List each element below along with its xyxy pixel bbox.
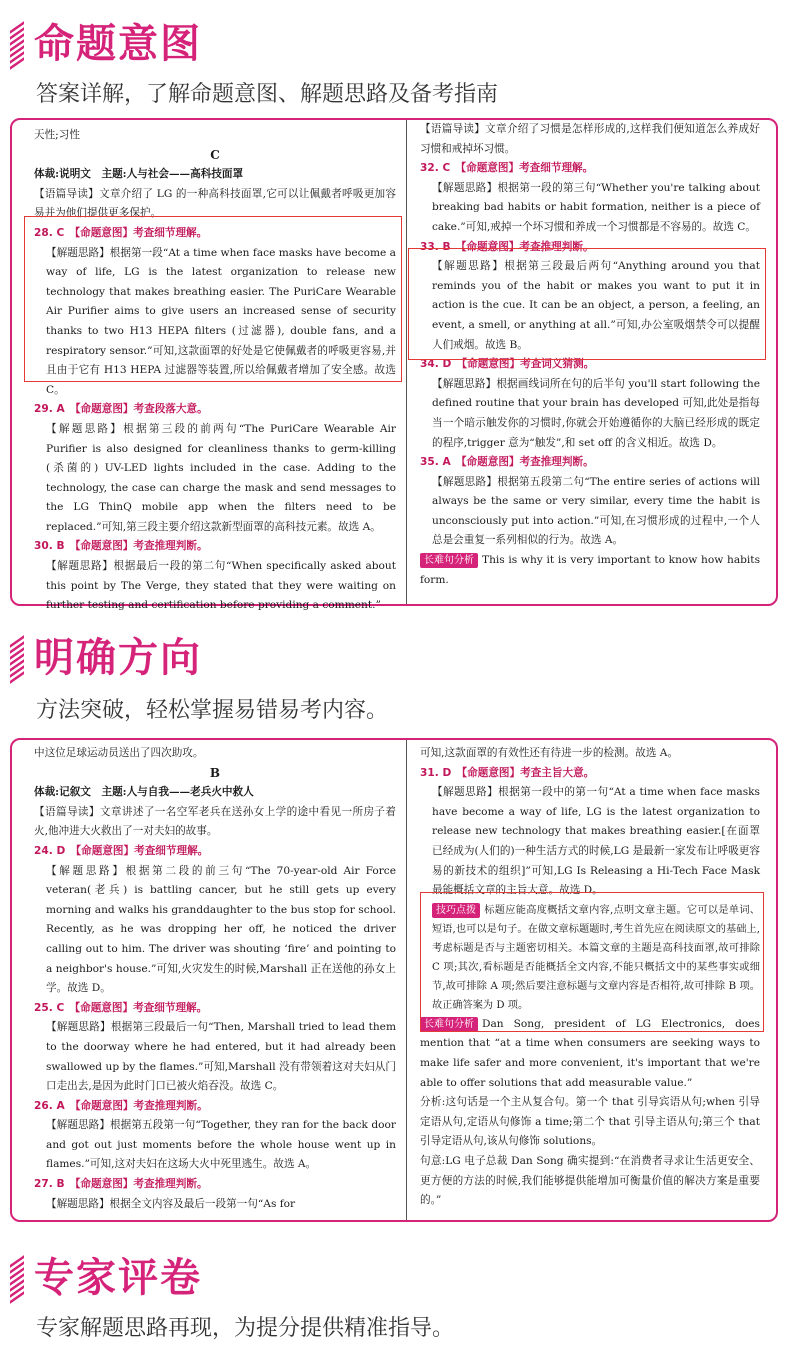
section-title: 专家评卷 [34,1255,202,1301]
question-32-header: 32. C 【命题意图】考查细节理解。 [420,162,594,175]
section-header-1 [0,14,790,114]
question-30-analysis: 【解题思路】根据最后一段的第二句“When specifically asked about this point by The Verge, they stated that they were waiting on further testing and certification before providing a comment.” [46,560,396,612]
highlight-box-28 [24,216,402,382]
section-header-2 [0,628,790,728]
genre-line: 体裁:说明文 主题:人与社会——高科技面罩 [34,168,244,181]
column-divider [406,120,407,604]
question-24-header: 24. D 【命题意图】考查细节理解。 [34,844,209,857]
highlight-box-33 [408,248,766,360]
stripe-decoration [10,640,24,682]
question-34-header: 34. D 【命题意图】考查词义猜测。 [420,358,595,371]
stripe-decoration [10,26,24,68]
question-35-header: 35. A 【命题意图】考查推理判断。 [420,456,594,469]
question-29-analysis: 【解题思路】根据第三段的前两句“The PuriCare Wearable Air Purifier is also designed for cleanliness thanks to germ-killing (杀菌的) UV-LED lights included in the case. Adding to the technology, the case can charge the mask and send messages to the LG ThinQ mobile app when the filters need to be replaced.”可知,第三段主要介绍这款新型面罩的高科技元素。故选 A。 [46,422,396,533]
tip-text: 标题应能高度概括文章内容,点明文章主题。它可以是单词、短语,也可以是句子。在做文章标题题时,考生首先应在阅读原文的基础上,考虑标题是否与主题密切相关。本篇文章的主题是高科技面罩,故可排除 C 项;其次,看标题是否能概括全文内容,不能只概括文中的某些事实或细节,故可排除 A 项;然后要注意标题与文章内容是否相符,故可排除 B 项。故正确答案为 D 项。 [432,904,760,1011]
column-divider [406,740,407,1220]
question-35-analysis: 【解题思路】根据第五段第二句“The entire series of actions will always be the same or very similar, every time the habit is unconsciously put into action.”可知,在习惯形成的过程中,一个人总是会重复一系列相似的行为。故选 A。 [432,475,760,547]
long-sentence-badge: 长难句分析 [420,553,478,568]
passage-guide: 【语篇导读】文章讲述了一名空军老兵在送孙女上学的途中看见一所房子着火,他冲进大火救出了一对夫妇的故事。 [34,805,396,838]
text-line: 可知,这款面罩的有效性还有待进一步的检测。故选 A。 [420,747,679,759]
sentence-analysis: 分析:这句话是一个主从复合句。第一个 that 引导宾语从句;when 引导定语从句,定语从句修饰 a time;第二个 that 引导主语从句;第三个 that 引导定语从句,该从句修饰 solutions。 [420,1096,760,1148]
question-33-analysis: 【解题思路】根据第三段最后两句“Anything around you that reminds you of the habit or makes you want to put it in action is the cue. It can be an object, a person, a feeling, an event, a smell, or anything at all.”可知,办公室吸烟禁令可以提醒人们戒烟。故选 B。 [432,260,760,351]
question-32-analysis: 【解题思路】根据第一段的第三句“Whether you're talking about breaking bad habits or habit formation, neither is a piece of cake.”可知,戒掉一个坏习惯和养成一个习惯都是不容易的。故选 C。 [432,181,760,233]
text-line: 天性;习性 [34,129,80,141]
question-26-header: 26. A 【命题意图】考查推理判断。 [34,1099,208,1112]
question-30-header: 30. B 【命题意图】考查推理判断。 [34,540,208,553]
question-25-analysis: 【解题思路】根据第三段最后一句“Then, Marshall tried to lead them to the doorway where he had entered, but it had already been swallowed up by the flames.”可知,Marshall 没有带领着这对夫妇从门口走出去,是因为此时门口已被火焰吞没。故选 C。 [46,1021,396,1093]
question-34-analysis: 【解题思路】根据画线词所在句的后半句 you'll start following the defined routine that your brain has developed 可知,此处是指每当一个暗示触发你的习惯时,你就会开始遵循你的大脑已经形成的既定的程序,trigger 意为“触发”,和 set off 的含义相近。故选 D。 [432,377,760,449]
highlight-box-tip [420,892,764,1032]
question-31-header: 31. D 【命题意图】考查主旨大意。 [420,766,595,779]
question-26-analysis: 【解题思路】根据第五段第一句“Together, they ran for the back door and got out just moments before the whole house went up in flames.”可知,这对夫妇在这场大火中死里逃生。故选 A。 [46,1119,396,1171]
genre-line: 体裁:记叙文 主题:人与自我——老兵火中救人 [34,786,254,799]
sentence-meaning: 句意:LG 电子总裁 Dan Song 确实提到:“在消费者寻求让生活更安全、更方便的方法的时候,我们能够提供能增加可衡量价值的解决方案是重要的。” [420,1154,760,1207]
section-subtitle: 方法突破，轻松掌握易错易考内容。 [36,698,389,723]
panel-right-column [420,120,760,604]
section-subtitle: 专家解题思路再现，为提分提供精准指导。 [36,1316,455,1341]
question-31-analysis: 【解题思路】根据第一段中的第一句“At a time when face masks have become a way of life, LG is the latest organization to release new technology that makes breathing easier.[在面罩已经成为(人们的)一种生活方式的时候,LG 是最新一家发布让呼吸更容易的新技术的组织]”可知,LG Is Releasing a Hi-Tech Face Mask 最能概括文章的主旨大意。故选 D。 [432,786,760,897]
tip-badge: 技巧点拨 [432,903,480,918]
answer-panel-1 [10,118,778,612]
panel-left-column [34,740,396,1220]
question-28-analysis: 【解题思路】根据第一段“At a time when face masks have become a way of life, LG is the latest organization to release new technology that makes breathing easier. The PuriCare Wearable Air Purifier aims to give users an increased sense of security thanks to two H13 HEPA filters (过滤器), double fans, and a respiratory sensor.”可知,这款面罩的好处是它使佩戴者的呼吸更容易,并且由于它有 H13 HEPA 过滤器等装置,所以给佩戴者增加了安全感。故选 C。 [46,246,396,396]
section-header-3 [0,1248,790,1348]
question-33-header: 33. B 【命题意图】考查推理判断。 [420,240,594,253]
answer-panel-2 [10,738,778,1222]
passage-letter: C [210,147,220,162]
passage-guide: 【语篇导读】文章介绍了 LG 的一种高科技面罩,它可以让佩戴者呼吸更加容易并为他们提供更多保护。 [34,187,396,220]
stripe-decoration [10,1260,24,1302]
long-sentence-text: Dan Song, president of LG Electronics, does mention that “at a time when consumers are seeking ways to make life safer and more convenient, it's important that we're able to offer solutions that add measurable value.” [420,1017,760,1089]
question-28-header: 28. C 【命题意图】考查细节理解。 [34,226,208,239]
long-sentence-text: This is why it is very important to know how habits form. [420,554,760,586]
passage-guide: 【语篇导读】文章介绍了习惯是怎样形成的,这样我们便知道怎么养成好习惯和戒掉坏习惯。 [420,123,760,155]
long-sentence-badge: 长难句分析 [420,1017,478,1032]
section-title: 明确方向 [34,635,202,681]
question-27-header: 27. B 【命题意图】考查推理判断。 [34,1178,208,1191]
section-title: 命题意图 [34,21,202,67]
text-line: 中这位足球运动员送出了四次助攻。 [34,747,204,759]
question-27-analysis: 【解题思路】根据全文内容及最后一段第一句“As for [46,1197,296,1210]
passage-letter: B [209,765,221,780]
question-25-header: 25. C 【命题意图】考查细节理解。 [34,1001,208,1014]
question-29-header: 29. A 【命题意图】考查段落大意。 [34,403,208,416]
section-subtitle: 答案详解，了解命题意图、解题思路及备考指南 [36,82,499,107]
question-24-analysis: 【解题思路】根据第二段的前三句“The 70-year-old Air Force veteran(老兵) is battling cancer, but he still gets up every morning and walks his granddaughter to the bus stop for school. Recently, as he was dropping her off, he noticed the driver calling out to him. The driver was shouting ‘fire’ and pointing to a neighbor's house.”可知,火灾发生的时候,Marshall 正在送他的孙女上学。故选 D。 [46,864,396,995]
